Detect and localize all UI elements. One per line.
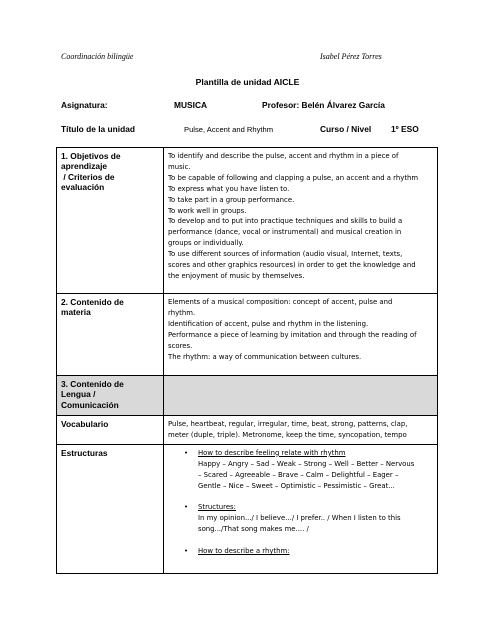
text-line: the enjoyment of music by themselves. [168, 271, 305, 280]
document-title: Plantilla de unidad AICLE [195, 77, 300, 87]
text-line: performance (dance, vocal or instrumental) and musical creation in [168, 228, 402, 237]
language-content [164, 376, 438, 416]
text-line: music. [168, 162, 191, 171]
text-line: scores. [168, 341, 193, 350]
text-line: Performance a piece of learning by imitation and through the reading of [168, 330, 417, 339]
course-value: 1º ESO [391, 124, 419, 134]
bullet-heading [184, 448, 433, 459]
label-line: aprendizaje [61, 161, 108, 172]
text-line: groups or individually. [168, 239, 244, 248]
objectives-row [57, 148, 438, 294]
text-line: To take part in a group performance. [168, 195, 295, 204]
structures-label: Estructuras [57, 444, 164, 573]
text-line: To identify and describe the pulse, accent and rhythm in a piece of [168, 152, 399, 160]
vocabulary-row [57, 416, 438, 445]
text-line: To express what you have listen to. [168, 184, 290, 193]
structures-content [164, 444, 438, 573]
bullet-dot: • [184, 547, 189, 556]
unit-title-label: Título de la unidad [61, 124, 135, 134]
text-line: meter (duple, triple). Metronome, keep the time, syncopation, tempo [168, 430, 407, 439]
label-line: evaluación [61, 182, 105, 193]
bullet-dot: • [184, 448, 189, 457]
bullet-heading-text: How to describe feeling relate with rhythm [198, 448, 346, 457]
header-coordination: Coordinación bilingüe [61, 52, 134, 61]
bullet-dot: • [184, 503, 189, 512]
bullet-heading [184, 546, 433, 557]
language-row [57, 376, 438, 416]
text-line: To work well in groups. [168, 206, 247, 215]
text-line: To use different sources of information (audio visual, Internet, texts, [168, 250, 403, 259]
content-label [57, 294, 164, 376]
bullet-item [184, 546, 433, 557]
bullet-heading [184, 502, 433, 513]
content-text [164, 294, 438, 376]
label-line: 3. Contenido de [61, 379, 124, 389]
text-line: In my opinion.../ I believe.../ I prefer.. / When I listen to this [198, 514, 401, 523]
text-line: rhythm. [168, 308, 196, 317]
header-author: Isabel Pérez Torres [320, 52, 382, 61]
text-line: Happy – Angry – Sad – Weak – Strong – Well – Better – Nervous [198, 459, 415, 468]
structures-row [57, 444, 438, 573]
vocabulary-label: Vocabulario [57, 416, 164, 445]
subject-value: MUSICA [174, 100, 208, 110]
text-line: Gentle – Nice – Sweet – Optimistic – Pessimistic – Great... [198, 481, 395, 490]
label-line: / Criterios de [61, 171, 115, 182]
text-line: song.../That song makes me.... / [198, 525, 309, 534]
label-line: materia [61, 307, 91, 318]
vocabulary-content [164, 416, 438, 445]
text-line: Elements of a musical composition: concept of accent, pulse and [168, 298, 393, 306]
text-line: Identification of accent, pulse and rhythm in the listening. [168, 319, 369, 328]
label-line: 1. Objetivos de [61, 151, 121, 161]
bullet-item [184, 502, 433, 535]
label-line: Lengua / [61, 389, 96, 400]
text-line: Pulse, heartbeat, regular, irregular, time, beat, strong, patterns, clap, [168, 420, 408, 428]
course-label: Curso / Nivel [320, 124, 372, 134]
text-line: scores and other graphics resources) in order to get the knowledge and [168, 261, 416, 270]
text-line: The rhythm: a way of communication between cultures. [168, 352, 362, 361]
text-line: To develop and to put into practique techniques and skills to build a [168, 217, 403, 226]
objectives-content [164, 148, 438, 294]
language-label [57, 376, 164, 416]
content-row [57, 294, 438, 376]
bullet-heading-text: Structures: [198, 503, 236, 512]
teacher-name: Profesor: Belén Álvarez García [262, 100, 385, 110]
label-line: Comunicación [61, 399, 119, 410]
label-line: 2. Contenido de [61, 297, 124, 307]
bullet-item [184, 448, 433, 492]
unit-title-value: Pulse, Accent and Rhythm [184, 125, 274, 134]
objectives-label [57, 148, 164, 294]
subject-label: Asignatura: [61, 100, 108, 110]
text-line: – Scared – Agreeable – Brave – Calm – Delightful – Eager – [198, 470, 399, 479]
bullet-heading-text: How to describe a rhythm: [198, 547, 290, 556]
text-line: To be capable of following and clapping a pulse, an accent and a rhythm [168, 173, 419, 182]
unit-template-table [56, 147, 438, 574]
